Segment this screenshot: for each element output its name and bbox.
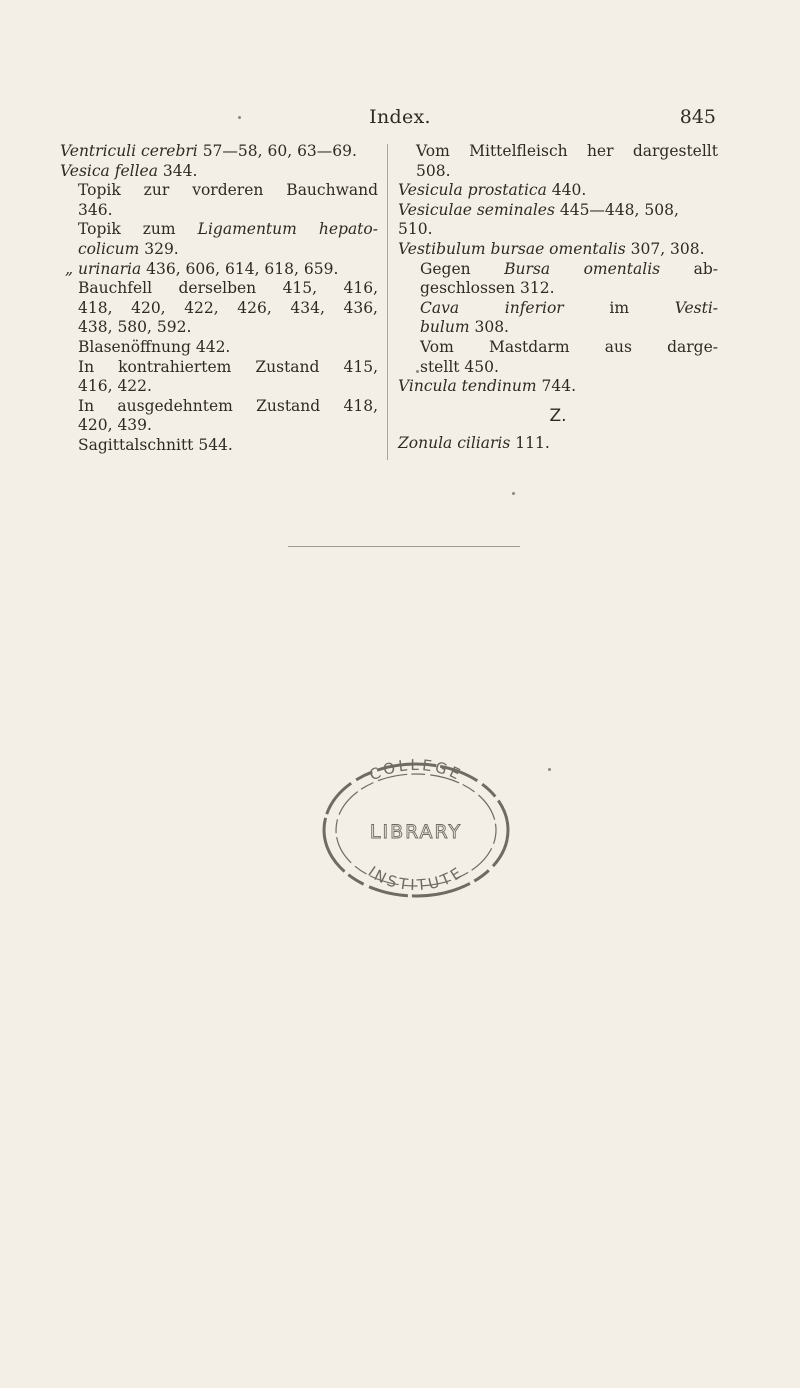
- index-term-latin: Cava inferior: [420, 298, 564, 317]
- index-entry-continuation: [398, 162, 718, 182]
- index-term-latin: Vestibulum bursae omentalis: [398, 239, 626, 258]
- index-text: 346.: [78, 200, 113, 219]
- index-entry-continuation: [60, 299, 378, 319]
- index-text: Bauchfell derselben 415, 416,: [78, 279, 378, 298]
- index-entry: [60, 358, 378, 378]
- index-entry: [60, 338, 378, 358]
- index-column-right: [398, 142, 718, 454]
- library-stamp: [316, 758, 516, 900]
- index-entry-continuation: [398, 358, 718, 378]
- index-term-latin: Vesica fellea: [60, 161, 158, 180]
- index-term-latin: Ligamentum hepato-: [197, 220, 378, 239]
- index-text: 436, 606, 614, 618, 659.: [141, 259, 339, 278]
- index-entry: [398, 181, 718, 201]
- index-term-latin: colicum: [78, 239, 140, 258]
- index-term-latin: Bursa omentalis: [504, 259, 661, 278]
- stamp-middle-text: LIBRARY: [369, 821, 463, 843]
- index-entry: [60, 162, 378, 182]
- index-text: 329.: [139, 239, 179, 258]
- index-entry: [60, 397, 378, 417]
- ditto-mark: „: [64, 259, 74, 278]
- index-term-latin: Vincula tendinum: [398, 377, 537, 396]
- index-text: 308.: [469, 318, 509, 337]
- index-text: Blasenöffnung 442.: [78, 337, 231, 356]
- index-text: Vom Mittelfleisch her dargestellt: [416, 142, 718, 160]
- index-text: Sagittalschnitt 544.: [78, 435, 233, 454]
- index-entry-continuation: [60, 201, 378, 221]
- index-entry-continuation: [398, 318, 718, 338]
- column-divider: [387, 144, 388, 460]
- index-entry-continuation: [60, 318, 378, 338]
- index-text: 420, 439.: [78, 416, 152, 435]
- section-divider-rule: [288, 546, 520, 547]
- index-text: ab-: [660, 259, 719, 278]
- index-entry: [398, 201, 718, 240]
- index-letter-heading: [398, 407, 718, 427]
- index-entry: [60, 181, 378, 201]
- index-text: In kontrahiertem Zustand 415,: [78, 357, 378, 376]
- index-entry: [398, 434, 718, 454]
- index-text: 440.: [546, 181, 587, 200]
- index-term-latin: bulum: [420, 318, 470, 337]
- index-text: 307, 308.: [625, 239, 705, 258]
- index-term-latin: Vesiculae seminales: [398, 200, 555, 219]
- index-text: Vom Mastdarm aus darge-: [420, 337, 718, 356]
- index-text: im: [563, 298, 675, 317]
- page-number: 845: [679, 106, 716, 128]
- index-text: 111.: [510, 434, 550, 453]
- index-entry: [60, 142, 378, 162]
- index-entry: [398, 299, 718, 319]
- stamp-top-text: COLLEGE: [366, 758, 466, 785]
- index-text: 508.: [416, 161, 451, 180]
- index-text: stellt 450.: [420, 357, 499, 376]
- index-text: geschlossen 312.: [420, 279, 555, 298]
- speck: [548, 768, 551, 771]
- index-text: 445—448, 508, 510.: [398, 200, 679, 239]
- speck: [416, 370, 419, 373]
- index-entry-continuation: [60, 416, 378, 436]
- index-text: 744.: [536, 377, 577, 396]
- index-text: 344.: [157, 161, 198, 180]
- index-text: Z.: [549, 405, 567, 426]
- index-text: Topik zur vorderen Bauchwand: [78, 181, 378, 200]
- index-entry: [398, 142, 718, 162]
- index-entry: [398, 338, 718, 358]
- index-entry-continuation: [60, 240, 378, 260]
- speck: [512, 492, 515, 495]
- index-term-latin: Vesicula prostatica: [398, 181, 547, 200]
- page-header-title: Index.: [369, 106, 431, 128]
- index-term-latin: Zonula ciliaris: [398, 434, 511, 453]
- index-entry: [60, 260, 378, 280]
- index-column-left: [60, 142, 378, 456]
- index-entry-continuation: [398, 279, 718, 299]
- index-entry: [398, 260, 718, 280]
- index-text: 418, 420, 422, 426, 434, 436,: [78, 298, 378, 317]
- index-text: 57—58, 60, 63—69.: [197, 142, 357, 160]
- index-entry: [398, 240, 718, 260]
- index-text: Topik zum: [78, 220, 198, 239]
- index-term-latin: Vesti-: [674, 298, 719, 317]
- index-entry-continuation: [60, 377, 378, 397]
- index-entry: [398, 377, 718, 397]
- index-term-latin: Ventriculi cerebri: [60, 142, 198, 160]
- index-text: 416, 422.: [78, 377, 152, 396]
- index-entry: [60, 436, 378, 456]
- index-term-latin: urinaria: [78, 259, 142, 278]
- index-entry: [60, 279, 378, 299]
- index-entry: [60, 220, 378, 240]
- speck: [238, 116, 241, 119]
- index-text: 438, 580, 592.: [78, 318, 192, 337]
- stamp-bottom-text: INSTITUTE: [364, 862, 468, 895]
- index-text: In ausgedehntem Zustand 418,: [78, 396, 378, 415]
- index-text: Gegen: [420, 259, 505, 278]
